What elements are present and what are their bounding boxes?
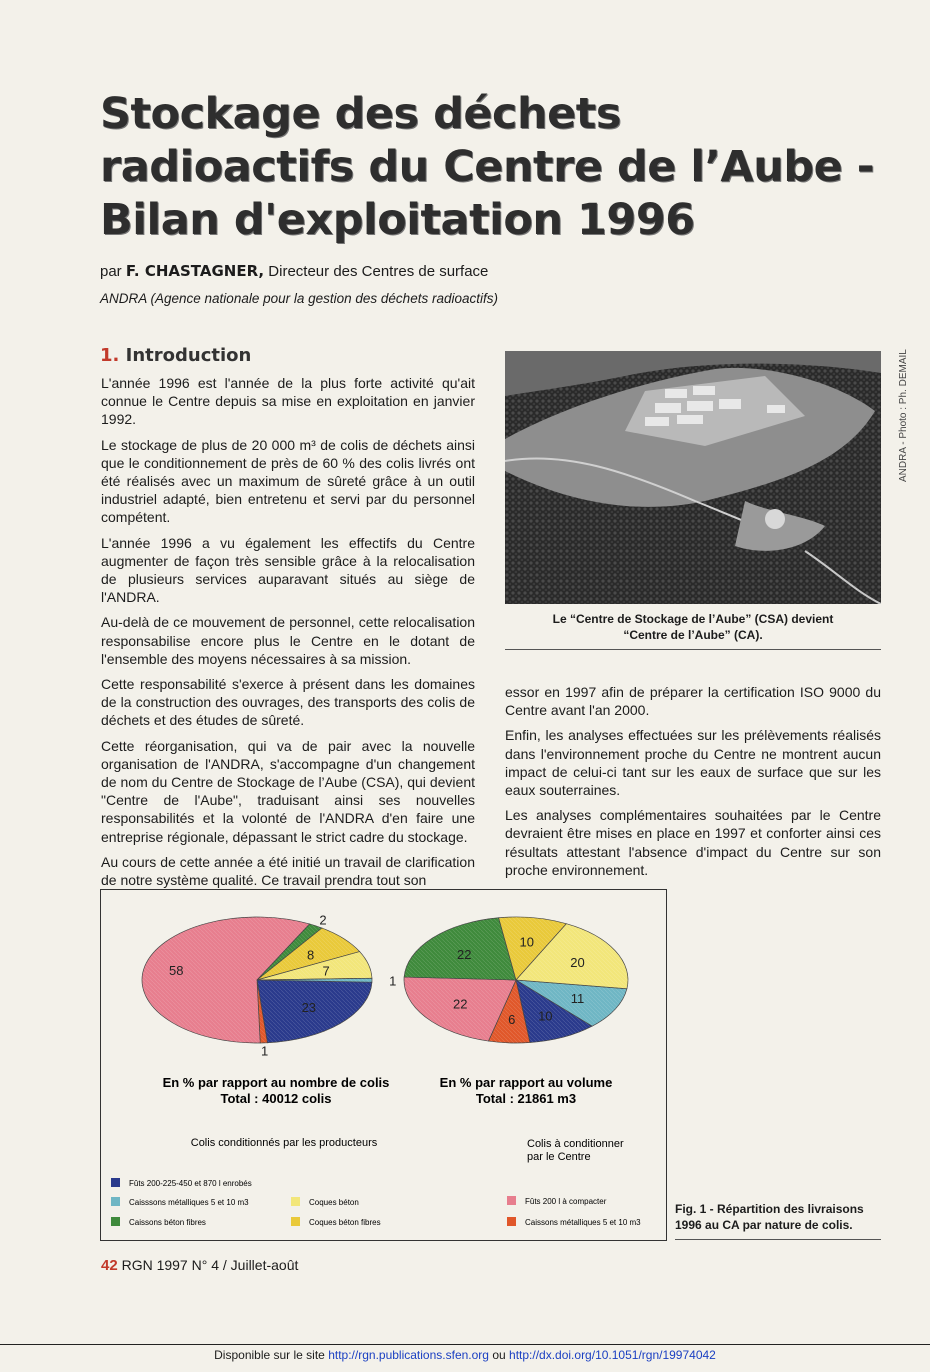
figure-box	[100, 889, 667, 1241]
pie-value-label: 6	[508, 1011, 516, 1027]
photo-credit-text: ANDRA - Photo : Ph. DEMAIL	[898, 349, 909, 482]
legend-swatch	[291, 1197, 300, 1206]
paragraph: essor en 1997 afin de préparer la certification ISO 9000 du Centre avant l'an 2000.	[505, 684, 881, 719]
figure-caption	[675, 1201, 881, 1233]
photo-credit	[882, 349, 909, 482]
page-number: 42	[101, 1257, 118, 1274]
pie-value-label: 8	[307, 947, 315, 963]
legend-label: Coques béton	[309, 1198, 359, 1207]
paragraph: Au-delà de ce mouvement de personnel, cette relocalisation responsabilise encore plus le Centre en le dotant de l'ensemble des moyens nécessaires à sa mission.	[101, 614, 475, 667]
paragraph: Enfin, les analyses effectuées sur les prélèvements réalisés dans l'environnement proche du Centre ne montrent aucun impact de celui-ci tant sur les eaux de surface que sur les eaux souterraines.	[505, 727, 881, 799]
journal-ref: RGN 1997 N° 4 / Juillet-août	[121, 1257, 299, 1273]
left-column	[101, 374, 475, 896]
pie-value-label: 1	[389, 973, 397, 989]
group-producers-label: Colis conditionnés par les producteurs	[190, 1137, 378, 1149]
author-affiliation: ANDRA (Agence nationale pour la gestion des déchets radioactifs)	[100, 291, 498, 306]
article-title	[100, 88, 880, 247]
pie-value-label: 58	[169, 962, 184, 978]
figure-svg	[101, 890, 666, 1240]
pie1-title: En % par rapport au nombre de colis	[162, 1075, 390, 1090]
pie2-title: En % par rapport au volume	[439, 1075, 613, 1090]
photo-caption-line-1: Le “Centre de Stockage de l’Aube” (CSA) devient	[552, 612, 834, 626]
figure-caption-rule	[675, 1239, 881, 1240]
pie-value-label: 22	[457, 946, 472, 962]
paragraph: L'année 1996 est l'année de la plus forte activité qu'ait connue le Centre depuis sa mise en exploitation en janvier 1992.	[101, 375, 475, 428]
paragraph: L'année 1996 a vu également les effectifs du Centre augmenter de façon très sensible grâce à la relocalisation de plusieurs services auparavant situés au siège de l'ANDRA.	[101, 534, 475, 606]
author-prefix: par	[100, 263, 122, 280]
figure-caption-line-2: 1996 au CA par nature de colis.	[675, 1218, 853, 1232]
pie-value-label: 2	[319, 912, 327, 928]
legend-swatch	[507, 1196, 516, 1205]
right-column	[505, 683, 881, 886]
legend-swatch	[111, 1197, 120, 1206]
photo-caption	[505, 611, 881, 643]
legend-swatch	[507, 1217, 516, 1226]
photo-caption-line-2: “Centre de l’Aube” (CA).	[623, 628, 763, 642]
pie-value-label: 20	[570, 954, 585, 970]
group-centre-label-2: par le Centre	[527, 1151, 591, 1163]
title-line-1: Stockage des déchets	[100, 89, 621, 139]
legend-swatch	[111, 1178, 120, 1187]
pie-chart-colis	[142, 912, 396, 1058]
availability-link-1[interactable]: http://rgn.publications.sfen.org	[328, 1348, 489, 1362]
legend-label: Caissons béton fibres	[129, 1218, 206, 1227]
group-centre-label-1: Colis à conditionner	[527, 1138, 624, 1150]
pie-value-label: 22	[452, 996, 468, 1012]
paragraph: Les analyses complémentaires souhaitées par le Centre devraient être mises en place en 1997 et conforter ainsi ces résultats attestant l'absence d'impact du Centre sur son proche environnement.	[505, 807, 881, 878]
pie-value-label: 1	[261, 1043, 269, 1059]
paragraph: Cette responsabilité s'exerce à présent dans les domaines de la construction des ouvrages, des transports des colis de déchets et des études de sûreté.	[101, 676, 475, 729]
pie-value-label: 10	[519, 934, 534, 950]
author-line	[100, 262, 488, 280]
pie-value-label: 23	[301, 999, 317, 1015]
availability-mid: ou	[492, 1348, 506, 1362]
caption-rule	[505, 649, 881, 650]
paragraph: Le stockage de plus de 20 000 m³ de colis de déchets ainsi que le conditionnement de près de 60 % des colis livrés ont été réalisés avec un maximum de sûreté grâce à un outil industriel adapté, bien entretenu et servi par du personnel compétent.	[101, 436, 475, 526]
author-role: Directeur des Centres de surface	[268, 263, 489, 280]
legend	[111, 1178, 641, 1227]
title-line-3: Bilan d'exploitation 1996	[100, 195, 695, 245]
section-number: 1.	[100, 345, 120, 366]
aerial-photo	[505, 351, 881, 604]
paragraph: Cette réorganisation, qui va de pair avec la nouvelle organisation de l'ANDRA, s'accompagne d'un changement de nom du Centre de Stockage de l’Aube (CSA), qui devient "Centre de l'Aube", traduisant ainsi ses nouvelles responsabilités et la volonté de l'ANDRA d'en faire une entreprise régionale, dépassant le strict cadre du stockage.	[101, 737, 475, 845]
pie2-subtitle: Total : 21861 m3	[475, 1091, 577, 1106]
pie-value-label: 7	[322, 963, 330, 979]
legend-swatch	[291, 1217, 300, 1226]
pie-chart-volume	[404, 917, 628, 1043]
availability-link-2[interactable]: http://dx.doi.org/10.1051/rgn/19974042	[509, 1348, 716, 1362]
pie-value-label: 11	[570, 991, 585, 1007]
pie1-subtitle: Total : 40012 colis	[220, 1091, 332, 1106]
pie-value-label: 10	[538, 1008, 553, 1024]
legend-swatch	[111, 1217, 120, 1226]
section-heading	[100, 345, 251, 366]
availability-prefix: Disponible sur le site	[214, 1348, 325, 1362]
legend-label: Caissons métalliques 5 et 10 m3	[525, 1218, 641, 1227]
legend-label: Fûts 200-225-450 et 870 l enrobés	[129, 1179, 252, 1188]
availability-note	[0, 1348, 930, 1362]
legend-label: Caisssons métalliques 5 et 10 m3	[129, 1198, 249, 1207]
paragraph: Au cours de cette année a été initié un travail de clarification de notre système qualité. Ce travail prendra tout son	[101, 853, 475, 889]
legend-label: Fûts 200 l à compacter	[525, 1197, 607, 1206]
legend-label: Coques béton fibres	[309, 1218, 381, 1227]
section-title: Introduction	[125, 345, 252, 366]
title-line-2: radioactifs du Centre de l’Aube -	[100, 142, 875, 192]
author-name: F. CHASTAGNER,	[125, 262, 265, 280]
page-footer	[101, 1257, 298, 1274]
bottom-rule	[0, 1344, 930, 1345]
figure-caption-line-1: Fig. 1 - Répartition des livraisons	[675, 1202, 864, 1216]
